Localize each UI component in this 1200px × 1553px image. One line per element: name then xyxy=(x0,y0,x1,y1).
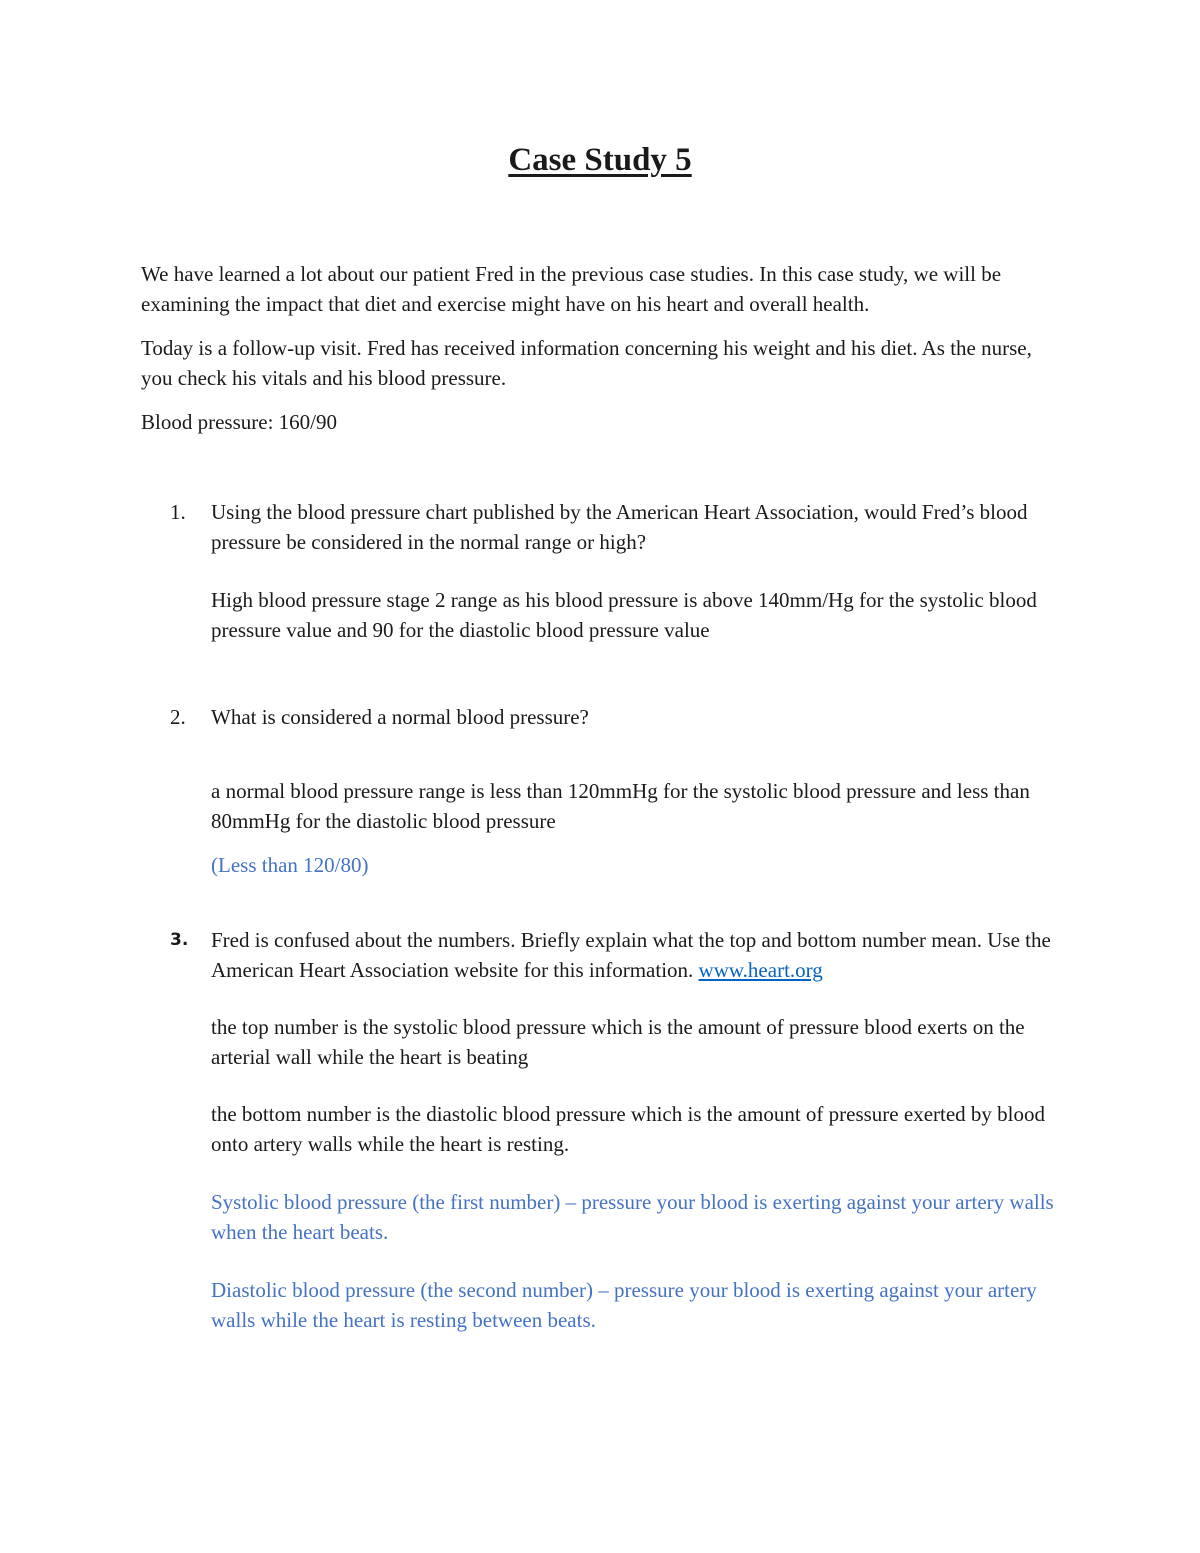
question-3-note-systolic: Systolic blood pressure (the first number) – pressure your blood is exerting against your artery walls when the heart beats. xyxy=(211,1190,1054,1244)
question-3-note-diastolic: Diastolic blood pressure (the second number) – pressure your blood is exerting against your artery walls while the heart is resting between beats. xyxy=(211,1278,1037,1332)
question-2-note: (Less than 120/80) xyxy=(211,853,369,877)
question-1-number: 1. xyxy=(170,500,186,524)
intro-paragraph: We have learned a lot about our patient Fred in the previous case studies. In this case study, we will be examining the impact that diet and exercise might have on his heart and overall health. xyxy=(141,262,1002,316)
blood-pressure-reading: Blood pressure: 160/90 xyxy=(141,410,337,434)
question-2-text: What is considered a normal blood pressure? xyxy=(211,705,589,729)
question-2-number: 2. xyxy=(170,705,186,729)
heart-org-link[interactable]: www.heart.org xyxy=(698,957,823,982)
visit-paragraph: Today is a follow-up visit. Fred has received information concerning his weight and his diet. As the nurse, you check his vitals and his blood pressure. xyxy=(141,336,1032,390)
question-3-answer-bottom: the bottom number is the diastolic blood pressure which is the amount of pressure exerted by blood onto artery walls while the heart is resting. xyxy=(211,1102,1045,1156)
question-1-answer: High blood pressure stage 2 range as his blood pressure is above 140mm/Hg for the systolic blood pressure value and 90 for the diastolic blood pressure value xyxy=(211,588,1037,642)
question-3-number: 3. xyxy=(170,930,189,950)
question-3-text xyxy=(211,926,1071,985)
question-3-answer-top: the top number is the systolic blood pressure which is the amount of pressure blood exerts on the arterial wall while the heart is beating xyxy=(211,1015,1025,1069)
question-1-text: Using the blood pressure chart published by the American Heart Association, would Fred’s blood pressure be considered in the normal range or high? xyxy=(211,500,1028,554)
question-2-answer: a normal blood pressure range is less than 120mmHg for the systolic blood pressure and less than 80mmHg for the diastolic blood pressure xyxy=(211,779,1030,833)
page-title: Case Study 5 xyxy=(508,142,692,178)
question-3-question: Fred is confused about the numbers. Briefly explain what the top and bottom number mean. Use the American Heart Association website for this information. xyxy=(211,928,1051,982)
